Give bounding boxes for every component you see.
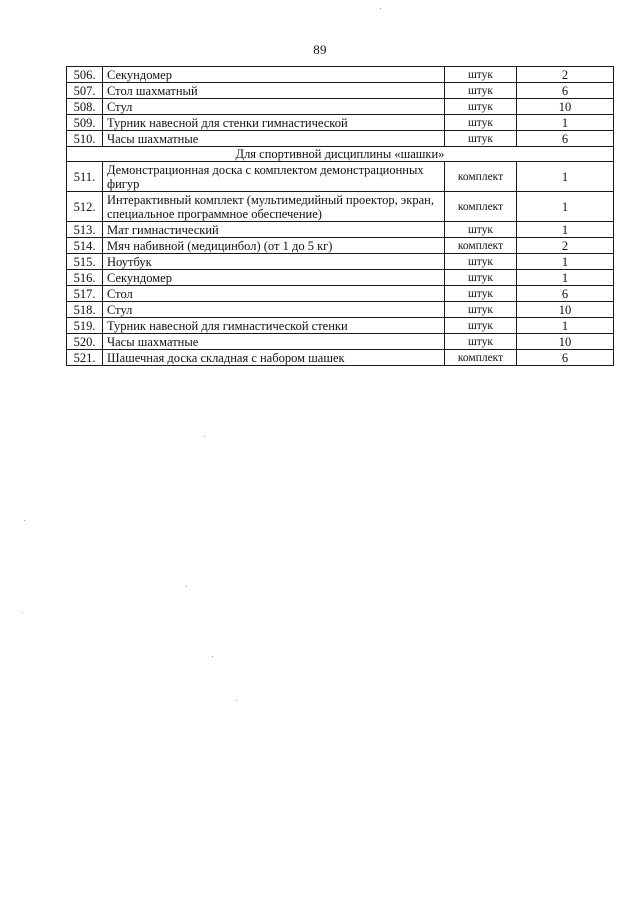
item-unit: штук xyxy=(445,99,517,115)
item-unit: штук xyxy=(445,254,517,270)
item-quantity: 10 xyxy=(517,334,614,350)
table-row xyxy=(67,83,614,99)
item-quantity: 2 xyxy=(517,67,614,83)
row-number: 520. xyxy=(67,334,103,350)
item-name: Ноутбук xyxy=(103,254,445,270)
row-number: 517. xyxy=(67,286,103,302)
row-number: 511. xyxy=(67,162,103,192)
table-row xyxy=(67,318,614,334)
item-unit: штук xyxy=(445,334,517,350)
table-row xyxy=(67,115,614,131)
table-row xyxy=(67,131,614,147)
row-number: 510. xyxy=(67,131,103,147)
item-name: Секундомер xyxy=(103,270,445,286)
item-quantity: 6 xyxy=(517,83,614,99)
item-quantity: 1 xyxy=(517,254,614,270)
table-row xyxy=(67,99,614,115)
item-name: Демонстрационная доска с комплектом демонстрационных фигур xyxy=(103,162,445,192)
item-unit: штук xyxy=(445,83,517,99)
item-name: Стол xyxy=(103,286,445,302)
item-quantity: 10 xyxy=(517,302,614,318)
row-number: 509. xyxy=(67,115,103,131)
table-row xyxy=(67,222,614,238)
item-name: Мат гимнастический xyxy=(103,222,445,238)
table-row xyxy=(67,192,614,222)
table-row xyxy=(67,302,614,318)
item-name: Стул xyxy=(103,302,445,318)
item-name: Шашечная доска складная с набором шашек xyxy=(103,350,445,366)
row-number: 521. xyxy=(67,350,103,366)
item-name: Секундомер xyxy=(103,67,445,83)
item-quantity: 6 xyxy=(517,350,614,366)
row-number: 513. xyxy=(67,222,103,238)
item-name: Мяч набивной (медицинбол) (от 1 до 5 кг) xyxy=(103,238,445,254)
item-quantity: 1 xyxy=(517,318,614,334)
row-number: 508. xyxy=(67,99,103,115)
item-quantity: 1 xyxy=(517,162,614,192)
table-row xyxy=(67,286,614,302)
scan-speck xyxy=(24,520,25,521)
item-quantity: 1 xyxy=(517,270,614,286)
item-name: Турник навесной для гимнастической стенки xyxy=(103,318,445,334)
item-quantity: 6 xyxy=(517,131,614,147)
item-unit: комплект xyxy=(445,162,517,192)
table-row xyxy=(67,270,614,286)
row-number: 516. xyxy=(67,270,103,286)
item-unit: комплект xyxy=(445,350,517,366)
item-unit: штук xyxy=(445,270,517,286)
item-unit: комплект xyxy=(445,192,517,222)
item-quantity: 1 xyxy=(517,115,614,131)
item-unit: штук xyxy=(445,286,517,302)
row-number: 515. xyxy=(67,254,103,270)
item-unit: штук xyxy=(445,222,517,238)
scan-speck xyxy=(212,656,213,657)
section-title: Для спортивной дисциплины «шашки» xyxy=(67,147,614,162)
item-unit: штук xyxy=(445,302,517,318)
item-unit: штук xyxy=(445,67,517,83)
table-row xyxy=(67,254,614,270)
table-row xyxy=(67,350,614,366)
scan-speck xyxy=(204,436,205,437)
item-unit: комплект xyxy=(445,238,517,254)
item-name: Интерактивный комплект (мультимедийный проектор, экран, специальное программное обеспечение) xyxy=(103,192,445,222)
item-unit: штук xyxy=(445,131,517,147)
item-quantity: 10 xyxy=(517,99,614,115)
table-row xyxy=(67,238,614,254)
page-number: 89 xyxy=(313,42,327,57)
row-number: 518. xyxy=(67,302,103,318)
item-unit: штук xyxy=(445,318,517,334)
scan-speck xyxy=(186,586,187,587)
item-quantity: 6 xyxy=(517,286,614,302)
scan-speck xyxy=(22,612,23,613)
scan-speck xyxy=(380,8,381,9)
row-number: 514. xyxy=(67,238,103,254)
item-unit: штук xyxy=(445,115,517,131)
scan-speck xyxy=(236,700,237,701)
row-number: 519. xyxy=(67,318,103,334)
item-name: Стол шахматный xyxy=(103,83,445,99)
item-quantity: 2 xyxy=(517,238,614,254)
item-quantity: 1 xyxy=(517,222,614,238)
row-number: 507. xyxy=(67,83,103,99)
table-row xyxy=(67,67,614,83)
table-row xyxy=(67,334,614,350)
section-header-row xyxy=(67,147,614,162)
item-name: Турник навесной для стенки гимнастической xyxy=(103,115,445,131)
item-name: Часы шахматные xyxy=(103,131,445,147)
item-name: Часы шахматные xyxy=(103,334,445,350)
table-row xyxy=(67,162,614,192)
row-number: 506. xyxy=(67,67,103,83)
item-name: Стул xyxy=(103,99,445,115)
item-quantity: 1 xyxy=(517,192,614,222)
equipment-table xyxy=(66,66,614,366)
row-number: 512. xyxy=(67,192,103,222)
